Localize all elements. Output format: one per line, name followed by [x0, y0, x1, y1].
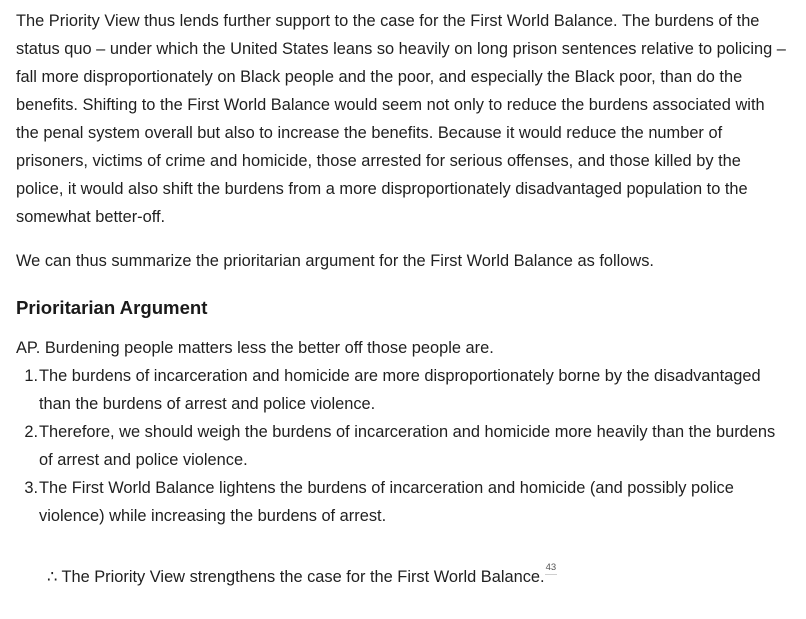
argument-steps-list: [16, 362, 792, 530]
footnote-ref-link[interactable]: 43: [545, 562, 557, 573]
premise-ap: AP. Burdening people matters less the better off those people are.: [16, 339, 494, 357]
section-heading: Prioritarian Argument: [16, 297, 208, 318]
body-paragraph: The Priority View thus lends further support to the case for the First World Balance. The burdens of the status quo – under which the United States leans so heavily on long prison sentences relative to policing – fall more disproportionately on Black people and the poor, and especially the Black poor, than do the benefits. Shifting to the First World Balance would seem not only to reduce the burdens associated with the penal system overall but also to increase the benefits. Because it would reduce the number of prisoners, victims of crime and homicide, those arrested for serious offenses, and those killed by the police, it would also shift the burdens from a more disproportionately disadvantaged population to the somewhat better-off.: [16, 12, 786, 226]
step-number: 2.: [24, 423, 38, 441]
conclusion-text: The Priority View strengthens the case for the First World Balance.: [61, 568, 545, 586]
argument-step: [16, 474, 792, 530]
therefore-symbol: ∴: [47, 568, 58, 586]
step-number: 3.: [24, 479, 38, 497]
conclusion-line: [47, 563, 557, 591]
summary-intro-paragraph: We can thus summarize the prioritarian argument for the First World Balance as follows.: [16, 252, 654, 270]
step-text: Therefore, we should weigh the burdens of incarceration and homicide more heavily than the burdens of arrest and police violence.: [39, 423, 776, 469]
argument-step: [16, 418, 792, 474]
argument-step: [16, 362, 792, 418]
step-text: The First World Balance lightens the burdens of incarceration and homicide (and possibly police violence) while increasing the burdens of arrest.: [39, 479, 734, 525]
step-text: The burdens of incarceration and homicide are more disproportionately borne by the disadvantaged than the burdens of arrest and police violence.: [39, 367, 761, 413]
step-number: 1.: [24, 367, 38, 385]
